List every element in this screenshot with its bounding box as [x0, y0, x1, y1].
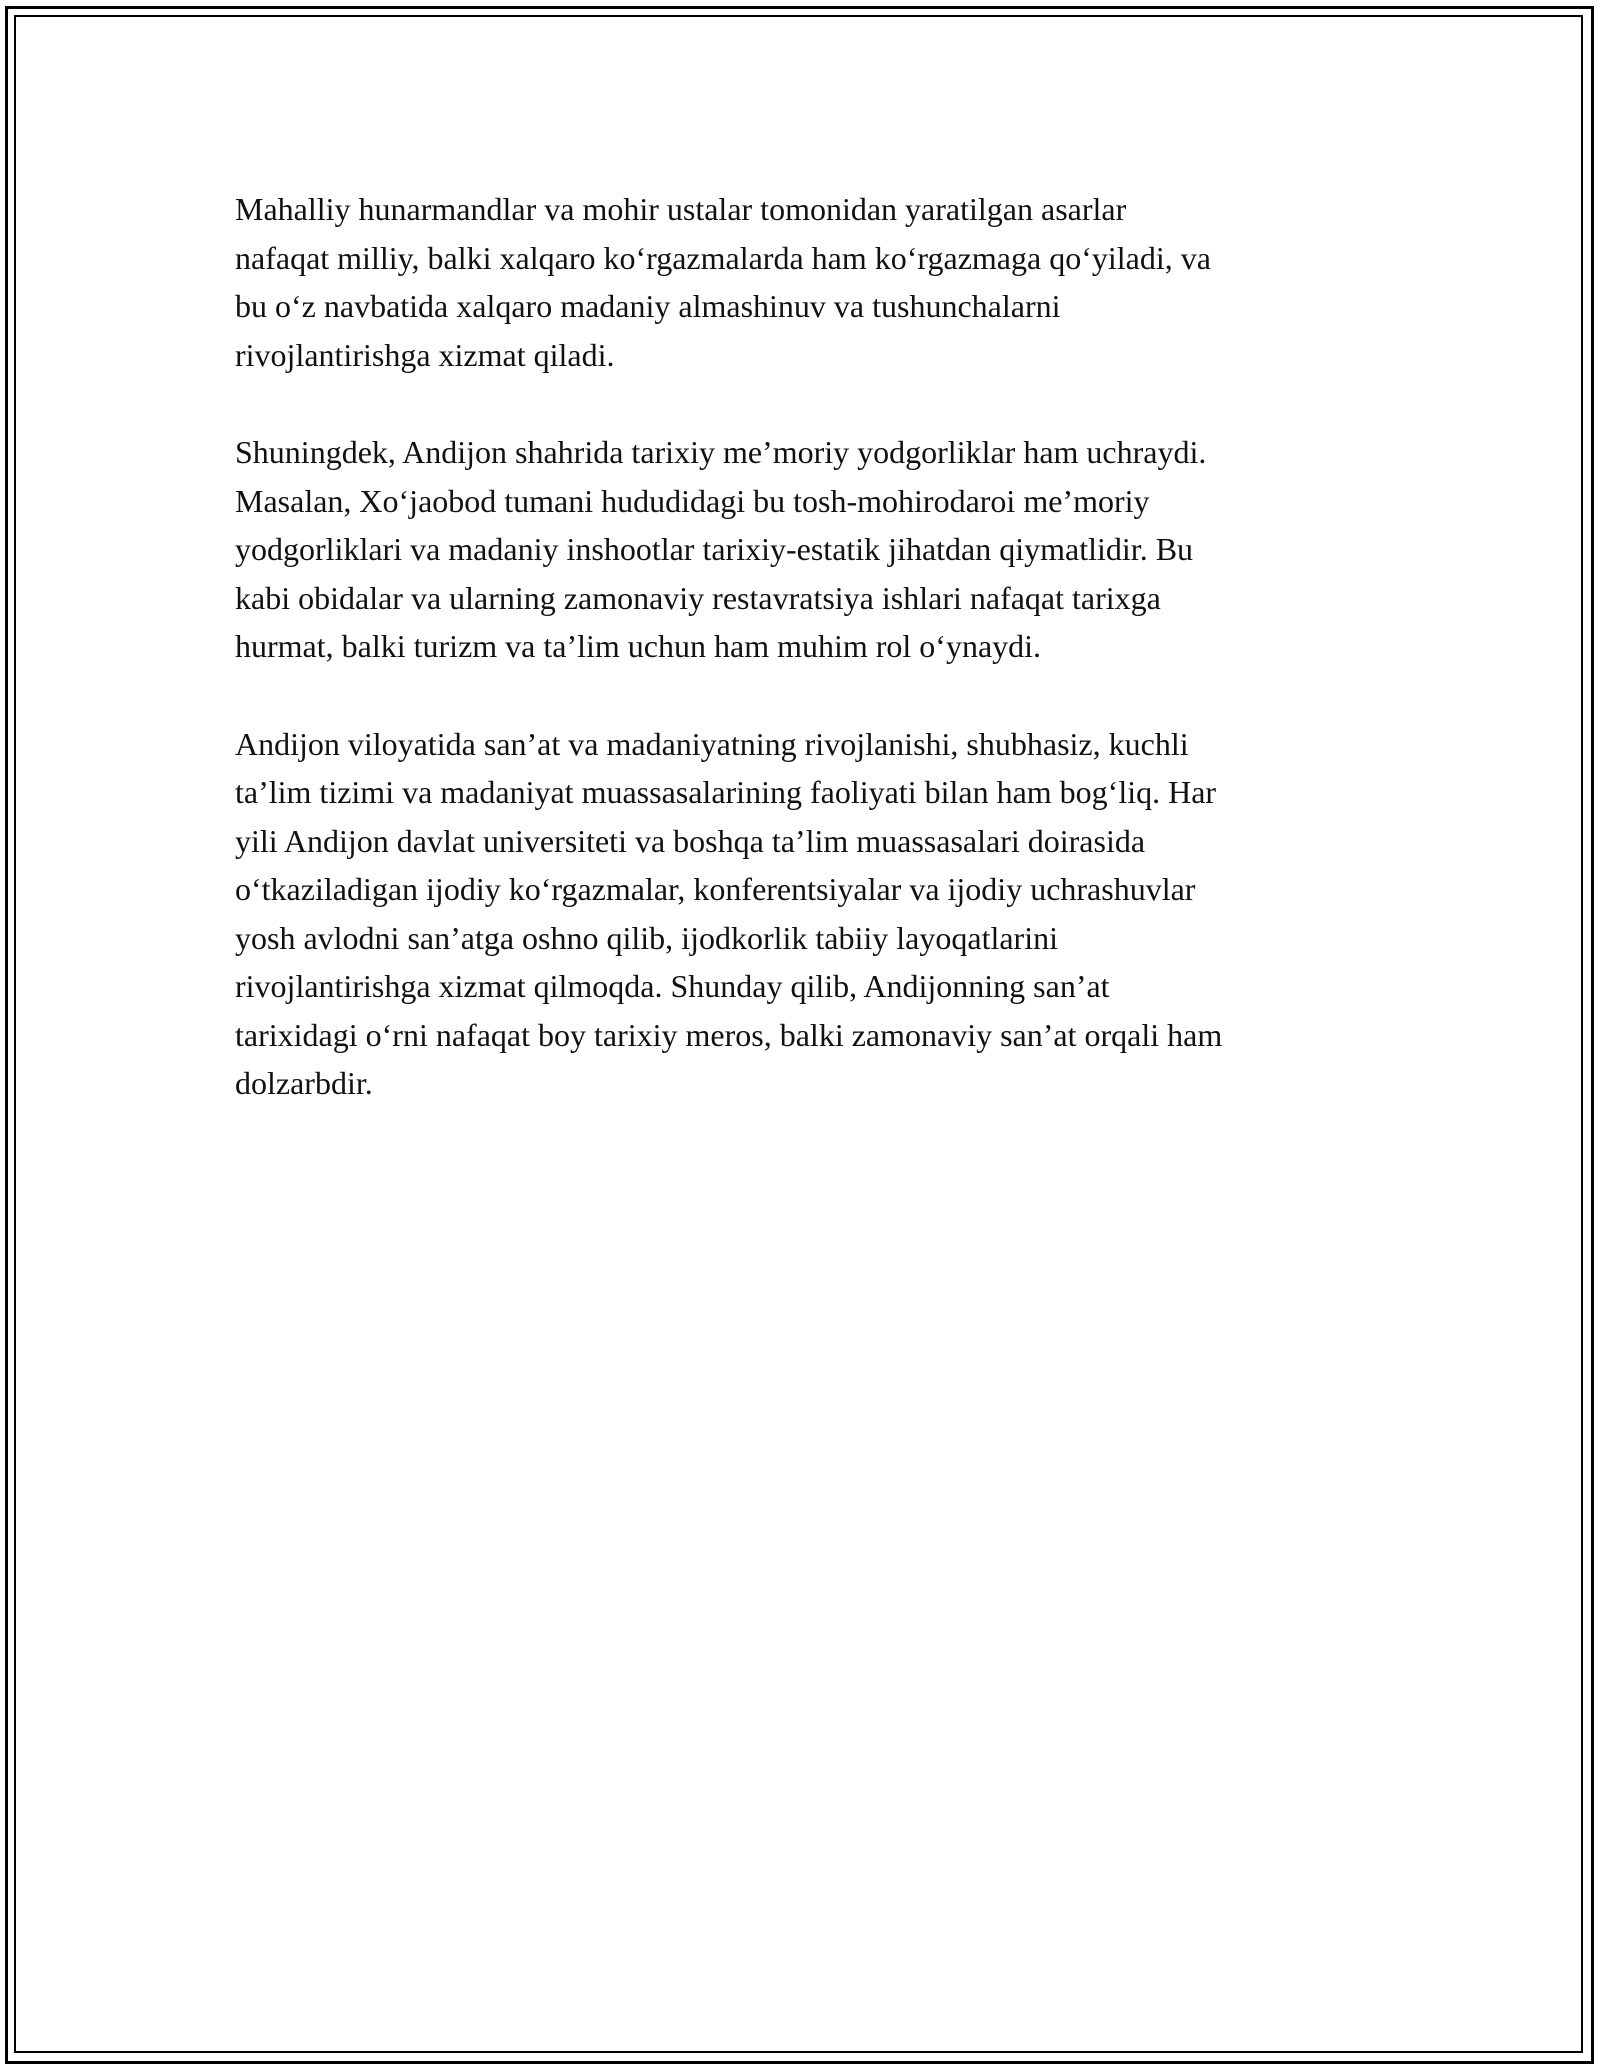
text-line: Andijon viloyatida san’at va madaniyatning rivojlanishi, shubhasiz, kuchli: [235, 725, 1189, 762]
text-line: dolzarbdir.: [235, 1065, 373, 1101]
text-line: oʻtkaziladigan ijodiy koʻrgazmalar, konferentsiyalar va ijodiy uchrashuvlar: [235, 871, 1196, 907]
text-line: Masalan, Xoʻjaobod tumani hududidagi bu tosh-mohirodaroi me’moriy: [235, 482, 1150, 519]
text-line: yosh avlodni san’atga oshno qilib, ijodkorlik tabiiy layoqatlarini: [235, 919, 1058, 956]
text-line: hurmat, balki turizm va ta’lim uchun ham muhim rol oʻynaydi.: [235, 628, 1042, 664]
text-line: kabi obidalar va ularning zamonaviy restavratsiya ishlari nafaqat tarixga: [235, 579, 1161, 616]
text-line: bu oʻz navbatida xalqaro madaniy almashinuv va tushunchalarni: [235, 288, 1061, 324]
text-line: yili Andijon davlat universiteti va boshqa ta’lim muassasalari doirasida: [235, 822, 1146, 859]
document-body: [235, 185, 1375, 1157]
text-line: Shuningdek, Andijon shahrida tarixiy me’moriy yodgorliklar ham uchraydi.: [235, 434, 1207, 470]
paragraph-3: [235, 720, 1375, 1108]
paragraph-2: [235, 428, 1375, 671]
text-line: yodgorliklari va madaniy inshootlar tarixiy-estatik jihatdan qiymatlidir. Bu: [235, 531, 1194, 567]
text-line: Mahalliy hunarmandlar va mohir ustalar tomonidan yaratilgan asarlar: [235, 191, 1127, 227]
text-line: rivojlantirishga xizmat qilmoqda. Shunday qilib, Andijonning san’at: [235, 968, 1110, 1004]
text-line: ta’lim tizimi va madaniyat muassasalarining faoliyati bilan ham bogʻliq. Har: [235, 774, 1217, 810]
paragraph-1: [235, 185, 1375, 379]
text-line: nafaqat milliy, balki xalqaro koʻrgazmalarda ham koʻrgazmaga qoʻyiladi, va: [235, 239, 1211, 276]
text-line: rivojlantirishga xizmat qiladi.: [235, 336, 615, 373]
text-line: tarixidagi oʻrni nafaqat boy tarixiy meros, balki zamonaviy san’at orqali ham: [235, 1016, 1223, 1053]
